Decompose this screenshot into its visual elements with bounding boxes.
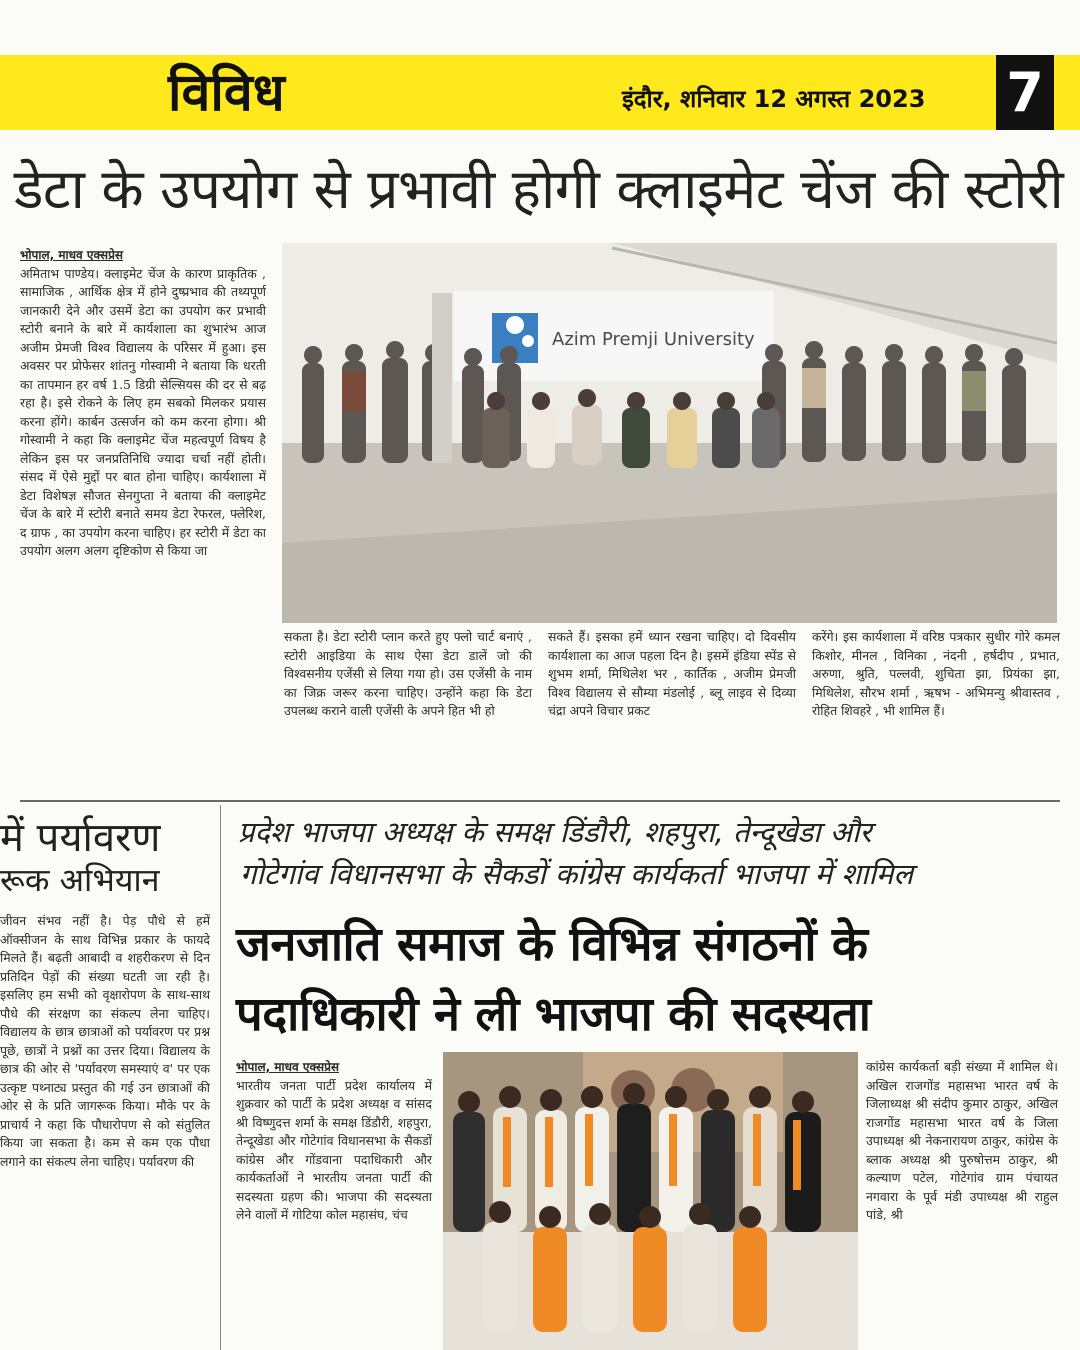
- section-title: विविध: [168, 63, 285, 123]
- page-number: 7: [996, 55, 1054, 130]
- story3-column-1: [236, 1058, 432, 1225]
- story1-headline: डेटा के उपयोग से प्रभावी होगी क्लाइमेट चेंज की स्टोरी: [14, 157, 1064, 221]
- story3-kicker-line1: प्रदेश भाजपा अध्यक्ष के समक्ष डिंडौरी, शहपुरा, तेन्दूखेडा और: [238, 815, 872, 849]
- story3-headline-line2: पदाधिकारी ने ली भाजपा की सदस्यता: [236, 987, 871, 1042]
- story1-col1-text: अमिताभ पाण्डेय। क्लाइमेट चेंज के कारण प्राकृतिक , सामाजिक , आर्थिक क्षेत्र में होने दुष्प्रभाव की तथ्यपूर्ण जानकारी देने और उसमें डेटा का उपयोग कर प्रभावी स्टोरी बनाने के बारे में कार्यशाला का शुभारंभ आज अजीम प्रेमजी विश्व विद्यालय के परिसर में हुआ। इस अवसर पर प्रोफेसर शांतनु गोस्वामी ने बताया कि धरती का तापमान हर वर्ष 1.5 डिग्री सेल्सियस की दर से बढ़ रहा है। इसे रोकने के लिए हम सबको मिलकर प्रयास करना होंगे। कार्बन उत्सर्जन को कम करना होगा। श्री गोस्वामी ने कहा कि क्लाइमेट चेंज महत्वपूर्ण विषय है लेकिन इस पर जनप्रतिनिधि ज्यादा चर्चा नहीं होती। संसद में ऐसे मुद्दों पर बात होना चाहिए। कार्यशाला में डेटा विशेषज्ञ सौजत सेनगुप्ता ने बताया की क्लाइमेट चेंज के बारे में स्टोरी बनाते समय डेटा रेफरल, फ्लेरिश, द ग्राफ , का उपयोग करना चाहिए। हर स्टोरी में डेटा का उपयोग अलग अलग दृष्टिकोण से किया जा: [20, 265, 266, 558]
- story3-col1-text: भारतीय जनता पार्टी प्रदेश कार्यालय में शुक्रवार को पार्टी के प्रदेश अध्यक्ष व सांसद श्री विष्णुदत्त शर्मा के समक्ष डिंडौरी, शहपुरा, तेन्दूखेडा और गोटेगांव विधानसभा के सैकडों कांग्रेस और गोंडवाना पदाधिकारी और कार्यकर्ताओं ने भारतीय जनता पार्टी की सदस्यता ग्रहण की। भाजपा की सदस्यता लेने वालों में गोटिया कोल महासंघ, चंच: [236, 1077, 432, 1222]
- story3-column-2: [866, 1058, 1058, 1225]
- story2-body-text: जीवन संभव नहीं है। पेड़ पौधे से हमें ऑक्सीजन के साथ विभिन्न प्रकार के फायदे मिलते हैं। बढ़ती आबादी व शहरीकरण से दिन प्रतिदिन पेड़ों की संख्या घटती जा रही है। इसलिए हम सभी को वृक्षारोपण के साथ-साथ पौधे की संरक्षण का संकल्प लेना चाहिए। विद्यालय के छात्र छात्राओं को पर्यावरण पर प्रश्न पूछे, छात्रों ने प्रश्नों का उत्तर दिया। विद्यालय के छात्र की ओर से 'पर्यावरण समस्याएं व' पर एक उत्कृष्ट पथ्नाट्य प्रस्तुत की गई उन छात्राओं की ओर से के प्रति जागरूक किया। मौके पर के प्राचार्य ने कहा कि पौधारोपण से को संतुलित किया जा सकता है। कम से कम एक पौधा लगाने का संकल्प लेना चाहिए। पर्यावरण की: [0, 913, 210, 1169]
- story3-headline-line1: जनजाति समाज के विभिन्न संगठनों के: [236, 917, 868, 972]
- story1-column-3: [548, 628, 796, 721]
- column-divider: [220, 805, 221, 1350]
- story3-col2-text: कांग्रेस कार्यकर्ता बड़ी संख्या में शामिल थे। अखिल राजगोंड महासभा भारत वर्ष के जिलाध्यक्ष श्री संदीप कुमार ठाकुर, अखिल राजगोंड महासभा भारत वर्ष के जिला उपाध्यक्ष श्री नेकनारायण ठाकुर, कांग्रेस के ब्लाक अध्यक्ष श्री पुरुषोत्तम ठाकुर, श्री कल्याण पटेल, गोटेगांव ग्राम पंचायत नगवारा के पूर्व मंडी उपाध्यक्ष श्री राहुल पांडे, श्री: [866, 1059, 1058, 1222]
- issue-dateline: इंदौर, शनिवार 12 अगस्त 2023: [622, 85, 926, 113]
- story1-dateline: भोपाल, माधव एक्सप्रेस: [20, 248, 124, 262]
- story3-photo: [443, 1052, 858, 1350]
- section-divider: [20, 800, 1060, 802]
- story3-kicker-line2: गोटेगांव विधानसभा के सैकडों कांग्रेस कार्यकर्ता भाजपा में शामिल: [240, 857, 914, 891]
- story1-column-4: [812, 628, 1060, 721]
- story3-dateline: भोपाल, माधव एक्सप्रेस: [236, 1060, 340, 1074]
- bjp-joining-photo: [443, 1052, 858, 1350]
- story1-col4-text: करेंगे। इस कार्यशाला में वरिष्ठ पत्रकार सुधीर गोरे कमल किशोर, मीनल , विनिका , नंदनी , हर्षदीप , प्रभात, अरुणा, श्रुति, पल्लवी, शुचिता झा, प्रियंका झा, मिथिलेश, सौरभ शर्मा , ऋषभ - अभिमन्यु श्रीवास्तव , रोहित शिवहरे , भी शामिल हैं।: [812, 629, 1060, 718]
- story1-column-1: [20, 246, 266, 561]
- story2-column: [0, 912, 210, 1171]
- story1-photo: [282, 243, 1057, 623]
- story1-col2-text: सकता है। डेटा स्टोरी प्लान करते हुए फ्लो चार्ट बनाएं , स्टोरी आइडिया के साथ ऐसा डेटा डालें जो की विश्वसनीय एजेंसी से लिया गया हो। उस एजेंसी के नाम का जिक्र जरूर करना चाहिए। उन्होंने कहा कि डेटा उपलब्ध कराने वाली एजेंसी के अपने हित भी हो: [284, 629, 532, 718]
- story1-col3-text: सकते हैं। इसका हमें ध्यान रखना चाहिए। दो दिवसीय कार्यशाला का आज पहला दिन है। इसमें इंडिया स्पेंड से शुभम शर्मा, मिथिलेश भर , कार्तिक , अजीम प्रेमजी विश्व विद्यालय से सौम्या मंडलोई , ब्लू लाइव से दिव्या चंद्रा अपने विचार प्रकट: [548, 629, 796, 718]
- story1-column-2: [284, 628, 532, 721]
- story2-headline-line1: में पर्यावरण: [0, 815, 161, 861]
- university-sign: Azim Premji University: [552, 329, 755, 350]
- workshop-group-photo: [282, 243, 1057, 623]
- story2-headline-line2: रूक अभियान: [0, 861, 160, 899]
